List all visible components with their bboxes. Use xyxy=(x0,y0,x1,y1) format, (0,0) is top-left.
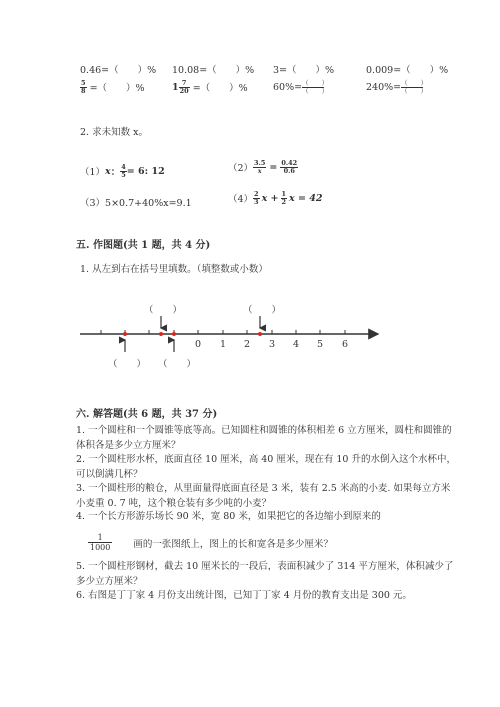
fraction: $\frac{4}{5}$ xyxy=(121,163,126,179)
q2-eq1: （1）x： $\frac{4}{5}$ = 6: 12 xyxy=(80,163,165,179)
q2-eq3: （3）5×0.7+40%x=9.1 xyxy=(80,198,192,209)
tick-label-1: 1 xyxy=(220,339,227,350)
fraction: $\frac{2}{3}$ xyxy=(254,190,259,206)
tick-label-5: 5 xyxy=(317,339,324,350)
problem-5: 5. 一个圆柱形钢材，截去 10 厘米长的一段后，表面积减少了 314 平方厘米，体积减少了多少立方厘米？ xyxy=(76,561,454,587)
tick-label-3: 3 xyxy=(269,339,276,350)
conv-item-4: 0.009=（ ）% xyxy=(366,65,449,76)
q2-eq4: （4） $\frac{2}{3}$ x + $\frac{1}{2}$ x = 42 xyxy=(228,190,323,206)
tick-label-2: 2 xyxy=(244,339,251,350)
conv-item-6: 1 $\frac{7}{20}$ =（ ）% xyxy=(172,79,248,95)
answer-blank[interactable]: （ ） xyxy=(158,359,197,370)
problem-4-continuation: $\frac{1}{1000}$ 画的一张图纸上，图上的长和宽各是多少厘米？ xyxy=(90,533,333,553)
point-marker xyxy=(258,332,262,336)
conv-item-1: 0.46=（ ）% xyxy=(80,65,157,76)
tick-label-6: 6 xyxy=(342,339,349,350)
sec5-question-1: 1. 从左到右在括号里填数。（填整数或小数） xyxy=(80,264,268,275)
tick-label-0: 0 xyxy=(195,339,202,350)
fraction: $\frac{1}{2}$ xyxy=(281,190,287,206)
conv-item-2: 10.08=（ ）% xyxy=(172,65,255,76)
problem-1: 1. 一个圆柱和一个圆锥等底等高。已知圆柱和圆锥的体积相差 6 立方厘米，圆柱和圆锥的体积各是多少立方厘米？ xyxy=(76,425,452,451)
fraction: $\frac{7}{20}$ xyxy=(179,79,189,95)
conv-item-8: 240%= （ ） （ ） xyxy=(366,79,428,95)
fraction: $\frac{0.42}{0.6}$ xyxy=(281,159,298,175)
problem-4: 4. 一个长方形游乐场长 90 米，宽 80 米，如果把它的各边缩小到原来的 xyxy=(76,511,381,522)
problem-2: 2. 一个圆柱形水杯，底面直径 10 厘米，高 40 厘米，现在有 10 升的水倒入这个水杯中，可以倒满几杯？ xyxy=(76,454,456,480)
point-marker xyxy=(123,332,127,336)
q2-title: 2. 求未知数 x。 xyxy=(80,127,148,138)
blank-fraction: （ ） （ ） xyxy=(302,79,329,95)
point-marker xyxy=(159,332,163,336)
problem-3: 3. 一个圆柱形的粮仓，从里面量得底面直径是 3 米，装有 2.5 米高的小麦. 如果每立方米小麦重 0. 7 吨，这个粮仓装有多少吨的小麦？ xyxy=(76,483,451,509)
answer-blank[interactable]: （ ） xyxy=(108,359,147,370)
fraction: $\frac{3.5}{x}$ xyxy=(254,159,266,175)
fraction: $\frac{5}{8}$ xyxy=(81,79,86,95)
point-marker xyxy=(172,332,176,336)
q2-eq2: （2） $\frac{3.5}{x}$ = $\frac{0.42}{0.6}$ xyxy=(228,159,298,175)
section-6-title: 六. 解答题(共 6 题，共 37 分) xyxy=(76,409,218,420)
fraction: $\frac{1}{1000}$ xyxy=(90,533,111,553)
answer-blank[interactable]: （ ） xyxy=(144,305,183,316)
section-5-title: 五. 作图题(共 1 题，共 4 分) xyxy=(76,240,211,251)
problem-6: 6. 右图是丁丁家 4 月份支出统计图，已知丁丁家 4 月份的教育支出是 300 元。 xyxy=(76,590,412,601)
conv-item-5: $\frac{5}{8}$ =（ ）% xyxy=(81,79,145,95)
tick-label-4: 4 xyxy=(293,339,300,350)
answer-blank[interactable]: （ ） xyxy=(243,305,282,316)
conv-item-7: 60%= （ ） （ ） xyxy=(273,79,329,95)
blank-fraction: （ ） （ ） xyxy=(401,79,428,95)
conv-item-3: 3=（ ）% xyxy=(273,65,335,76)
